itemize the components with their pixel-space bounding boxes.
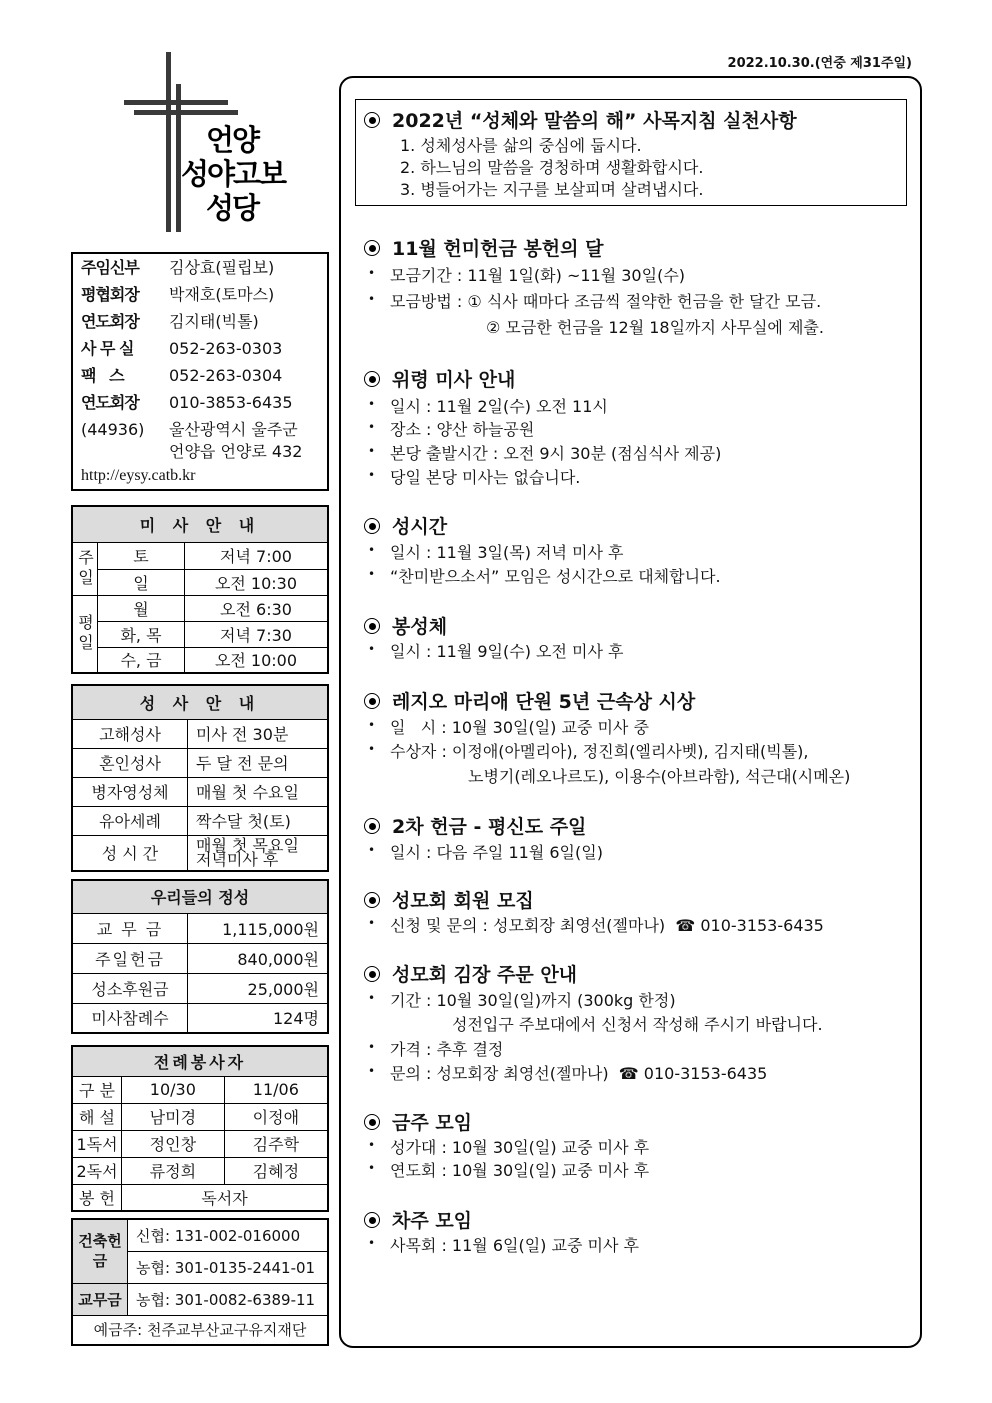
cross-icon: [166, 52, 171, 232]
address-line-2: 언양읍 언양로 432: [169, 442, 303, 461]
sacraments-table: [71, 684, 329, 872]
server-name: 김혜정: [224, 1157, 328, 1184]
info-label: 팩 스: [81, 366, 124, 385]
bulletin-date: 2022.10.30.(연중 제31주일): [727, 56, 912, 71]
website-link[interactable]: http://eysy.catb.kr: [81, 467, 196, 484]
accounts-table: [71, 1218, 329, 1346]
section-line: 문의 : 성모회장 최영선(젤마나) ☎ 010-3153-6435: [390, 1064, 768, 1083]
logo-line-2: 성야고보: [181, 157, 286, 191]
offering-value: 124명: [188, 1003, 329, 1033]
sacrament-value: 짝수달 첫(토): [188, 806, 329, 835]
address-line-1: [81, 418, 298, 442]
servers-table: [71, 1045, 329, 1212]
mass-time: 저녁 7:30: [185, 621, 329, 647]
mass-day: 수, 금: [98, 647, 185, 673]
mass-time: 저녁 7:00: [185, 542, 329, 569]
section-title: [364, 234, 603, 261]
section-title: [364, 512, 447, 539]
section-line: 일시 : 11월 3일(목) 저녁 미사 후: [390, 543, 624, 562]
section-line: 당일 본당 미사는 없습니다.: [390, 468, 581, 487]
bullet-icon: •: [368, 444, 376, 458]
account-number: 농협: 301-0135-2441-01: [128, 1251, 329, 1283]
building-fund-label: 건축헌금: [72, 1219, 128, 1283]
sacrament-name: 성 시 간: [72, 835, 188, 871]
section-line: 일 시 : 10월 30일(일) 교중 미사 중: [390, 718, 649, 737]
sacrament-name: 고해성사: [72, 719, 188, 748]
offering-value: 840,000원: [188, 943, 329, 973]
info-row: [81, 337, 282, 361]
section-title: [364, 1206, 472, 1233]
server-role: 해 설: [72, 1103, 122, 1130]
goal-title-text: 2022년 “성체와 말씀의 해” 사목지침 실천사항: [392, 110, 797, 132]
address-zip: (44936): [81, 420, 145, 439]
bullet-icon: •: [368, 742, 376, 756]
offering-name: 주일헌금: [72, 943, 188, 973]
bullet-icon: •: [368, 397, 376, 411]
info-value: 052-263-0303: [169, 339, 283, 358]
bullseye-icon: [364, 371, 380, 387]
section-title-text: 위령 미사 안내: [392, 369, 516, 391]
offering-name: 미사참례수: [72, 1003, 188, 1033]
info-value: 김상효(필립보): [169, 258, 275, 277]
offering-title: 우리들의 정성: [72, 880, 328, 913]
section-line: 모금방법 : ① 식사 때마다 조금씩 절약한 헌금을 한 달간 모금.: [390, 292, 822, 311]
info-value: 김지태(빅톨): [169, 312, 259, 331]
mass-day: 일: [98, 569, 185, 595]
servers-header: 10/30: [122, 1076, 225, 1103]
section-title: [364, 687, 695, 714]
section-title-text: 2차 헌금 - 평신도 주일: [392, 816, 587, 838]
mass-time: 오전 10:30: [185, 569, 329, 595]
logo-line-3: 성당: [206, 191, 259, 225]
server-role: 2독서: [72, 1157, 122, 1184]
offering-table: [71, 879, 329, 1034]
bullseye-icon: [364, 892, 380, 908]
section-title-text: 성모회 김장 주문 안내: [392, 964, 578, 986]
goal-item: 2. 하느님의 말씀을 경청하며 생활화합시다.: [400, 158, 704, 177]
section-line: “찬미받으소서” 모임은 성시간으로 대체합니다.: [390, 567, 721, 586]
info-label: 연도회장: [81, 312, 139, 331]
mass-day: 토: [98, 542, 185, 569]
server-name: 이정애: [224, 1103, 328, 1130]
pastoral-goals-title: [364, 106, 797, 133]
servers-header: 11/06: [224, 1076, 328, 1103]
section-line: 사목회 : 11월 6일(일) 교중 미사 후: [390, 1236, 639, 1255]
mass-schedule-table: [71, 505, 329, 674]
bullseye-icon: [364, 966, 380, 982]
sacrament-name: 혼인성사: [72, 748, 188, 777]
section-title: [364, 365, 515, 392]
info-value: 052-263-0304: [169, 366, 283, 385]
sacrament-value: 두 달 전 문의: [188, 748, 329, 777]
mass-time: 오전 10:00: [185, 647, 329, 673]
account-number: 신협: 131-002-016000: [128, 1219, 329, 1251]
sacrament-value-2: 저녁미사 후: [196, 849, 279, 869]
section-title: [364, 960, 577, 987]
section-title-text: 차주 모임: [392, 1210, 473, 1232]
bullet-icon: •: [368, 292, 376, 306]
info-label: 평협회장: [81, 285, 139, 304]
bullet-icon: •: [368, 266, 376, 280]
parish-logo: [124, 52, 324, 242]
bullet-icon: •: [368, 420, 376, 434]
bullseye-icon: [364, 112, 380, 128]
server-role: 1독서: [72, 1130, 122, 1157]
section-title-text: 봉성체: [392, 616, 448, 638]
info-label: 연도회장: [81, 393, 139, 412]
section-line: 모금기간 : 11월 1일(화) ~11월 30일(수): [390, 266, 686, 285]
bullet-icon: •: [368, 916, 376, 930]
section-line: 성가대 : 10월 30일(일) 교중 미사 후: [390, 1138, 650, 1157]
sacrament-name: 유아세례: [72, 806, 188, 835]
info-label: 주임신부: [81, 258, 139, 277]
account-holder: 예금주: 천주교부산교구유지재단: [72, 1315, 328, 1345]
info-label: 사 무 실: [81, 339, 134, 358]
bullseye-icon: [364, 693, 380, 709]
sacrament-value: 미사 전 30분: [188, 719, 329, 748]
bullet-icon: •: [368, 468, 376, 482]
bullseye-icon: [364, 1212, 380, 1228]
info-row: [81, 391, 293, 415]
section-line: 노병기(레오나르도), 이용수(아브라함), 석근대(시메온): [468, 767, 851, 786]
sacrament-name: 병자영성체: [72, 777, 188, 806]
servers-header: 구 분: [72, 1076, 122, 1103]
sacrament-value: 매월 첫 수요일: [188, 777, 329, 806]
offering-name: 교 무 금: [72, 913, 188, 943]
section-line: 수상자 : 이정애(아멜리아), 정진희(엘리사벳), 김지태(빅톨),: [390, 742, 809, 761]
bullet-icon: •: [368, 567, 376, 581]
info-row: [81, 310, 259, 334]
offering-value: 1,115,000원: [188, 913, 329, 943]
info-row: [81, 283, 274, 307]
section-line: 성전입구 주보대에서 신청서 작성해 주시기 바랍니다.: [452, 1015, 823, 1034]
bullet-icon: •: [368, 642, 376, 656]
info-row: [81, 364, 282, 388]
info-row: [81, 256, 274, 280]
section-title-text: 금주 모임: [392, 1112, 473, 1134]
section-line: 본당 출발시간 : 오전 9시 30분 (점심식사 제공): [390, 444, 722, 463]
bullet-icon: •: [368, 1236, 376, 1250]
section-title: [364, 886, 534, 913]
server-name: 남미경: [122, 1103, 225, 1130]
mass-title: 미 사 안 내: [72, 506, 328, 542]
bullet-icon: •: [368, 1138, 376, 1152]
sacraments-title: 성 사 안 내: [72, 685, 328, 719]
account-number: 농협: 301-0082-6389-11: [128, 1283, 329, 1315]
bullet-icon: •: [368, 1064, 376, 1078]
logo-line-1: 언양: [206, 123, 259, 157]
section-line: 기간 : 10월 30일(일)까지 (300kg 한정): [390, 991, 676, 1010]
section-line: 신청 및 문의 : 성모회장 최영선(젤마나) ☎ 010-3153-6435: [390, 916, 824, 935]
section-line: ② 모금한 헌금을 12월 18일까지 사무실에 제출.: [486, 318, 824, 337]
bullet-icon: •: [368, 991, 376, 1005]
weekday-label: 평일: [72, 595, 98, 673]
section-title-text: 11월 헌미헌금 봉헌의 달: [392, 238, 604, 260]
offering-name: 성소후원금: [72, 973, 188, 1003]
bullet-icon: •: [368, 1040, 376, 1054]
bullseye-icon: [364, 518, 380, 534]
mass-day: 월: [98, 595, 185, 621]
section-title-text: 성모회 회원 모집: [392, 890, 534, 912]
section-line: 가격 : 추후 결정: [390, 1040, 504, 1059]
section-line: 일시 : 11월 2일(수) 오전 11시: [390, 397, 608, 416]
section-title-text: 레지오 마리애 단원 5년 근속상 시상: [392, 691, 696, 713]
cross-bar: [124, 100, 228, 105]
server-name: 정인창: [122, 1130, 225, 1157]
server-name: 김주학: [224, 1130, 328, 1157]
offering-value: 25,000원: [188, 973, 329, 1003]
bullet-icon: •: [368, 718, 376, 732]
info-value: 박재호(토마스): [169, 285, 275, 304]
section-line: 일시 : 다음 주일 11월 6일(일): [390, 843, 603, 862]
sunday-label: 주일: [72, 542, 98, 595]
server-name: 독서자: [122, 1184, 329, 1211]
bullet-icon: •: [368, 1161, 376, 1175]
bullseye-icon: [364, 818, 380, 834]
bullseye-icon: [364, 1114, 380, 1130]
dues-label: 교무금: [72, 1283, 128, 1315]
section-title: [364, 812, 586, 839]
bullseye-icon: [364, 618, 380, 634]
server-name: 류정희: [122, 1157, 225, 1184]
sacrament-value: 매월 첫 목요일: [196, 835, 299, 855]
goal-item: 3. 병들어가는 지구를 보살피며 살려냅시다.: [400, 180, 704, 199]
bullet-icon: •: [368, 543, 376, 557]
section-title: [364, 612, 447, 639]
section-title-text: 성시간: [392, 516, 448, 538]
info-value: 010-3853-6435: [169, 393, 293, 412]
section-line: 연도회 : 10월 30일(일) 교중 미사 후: [390, 1161, 650, 1180]
bullseye-icon: [364, 240, 380, 256]
parish-info-box: [71, 252, 329, 491]
section-line: 장소 : 양산 하늘공원: [390, 420, 535, 439]
servers-title: 전례봉사자: [72, 1046, 328, 1076]
section-title: [364, 1108, 472, 1135]
bullet-icon: •: [368, 843, 376, 857]
section-line: 일시 : 11월 9일(수) 오전 미사 후: [390, 642, 624, 661]
mass-day: 화, 목: [98, 621, 185, 647]
server-role: 봉 헌: [72, 1184, 122, 1211]
address-text: 울산광역시 울주군: [169, 420, 298, 439]
goal-item: 1. 성체성사를 삶의 중심에 둡시다.: [400, 136, 642, 155]
cross-bar-shadow: [134, 110, 238, 115]
mass-time: 오전 6:30: [185, 595, 329, 621]
